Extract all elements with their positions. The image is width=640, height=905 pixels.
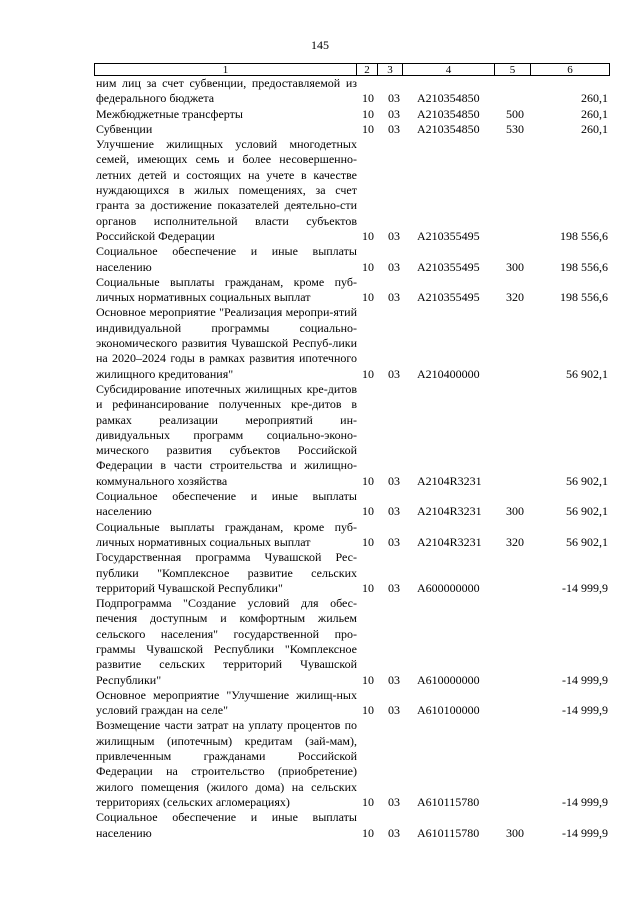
row-amount: -14 999,9 <box>562 672 608 687</box>
table-body <box>94 76 610 841</box>
table-row <box>94 382 610 489</box>
table-row <box>94 596 610 688</box>
table-row <box>94 244 610 275</box>
row-target-article: A610115780 <box>417 825 480 840</box>
row-subsection: 03 <box>388 580 400 595</box>
row-name: Субсидирование ипотечных жилищных кре-дитов и рефинансирование полученных кре-дитов в рамках реализации мероприятий ин-дивидуальных программ социально-эконо-мического развития субъектов Российской Федерации в части строительства и жилищно-коммунального хозяйства <box>96 381 357 488</box>
row-subsection: 03 <box>388 91 400 106</box>
row-expense-type: 320 <box>506 534 524 549</box>
row-subsection: 03 <box>388 703 400 718</box>
row-name: Государственная программа Чувашской Рес-публики "Комплексное развитие сельских территорий Чувашской Республики" <box>96 550 357 595</box>
row-section: 10 <box>362 825 374 840</box>
header-col-6: 6 <box>530 64 610 76</box>
row-name: Межбюджетные трансферты <box>96 106 243 121</box>
row-name: Социальные выплаты гражданам, кроме пуб-личных нормативных социальных выплат <box>96 519 357 549</box>
row-subsection: 03 <box>388 794 400 809</box>
row-target-article: A210354850 <box>417 121 480 136</box>
row-target-article: A210354850 <box>417 91 480 106</box>
row-target-article: A2104R3231 <box>417 504 482 519</box>
row-target-article: A2104R3231 <box>417 534 482 549</box>
table-row <box>94 122 610 137</box>
row-section: 10 <box>362 228 374 243</box>
row-subsection: 03 <box>388 504 400 519</box>
row-amount: 260,1 <box>581 91 608 106</box>
row-target-article: A600000000 <box>417 580 480 595</box>
row-expense-type: 300 <box>506 504 524 519</box>
row-section: 10 <box>362 473 374 488</box>
row-section: 10 <box>362 580 374 595</box>
row-expense-type: 530 <box>506 121 524 136</box>
row-name: Подпрограмма "Создание условий для обес-печения доступным и комфортным жильем сельского населения" государственной про-граммы Чувашской Республики "Комплексное развитие сельских территорий Чувашской Республики" <box>96 596 357 687</box>
row-name: Социальные выплаты гражданам, кроме пуб-личных нормативных социальных выплат <box>96 274 357 305</box>
row-amount: -14 999,9 <box>562 580 608 595</box>
row-expense-type: 500 <box>506 106 524 121</box>
row-subsection: 03 <box>388 473 400 488</box>
row-target-article: A210355495 <box>417 290 480 305</box>
row-expense-type: 320 <box>506 290 524 305</box>
row-name: Основное мероприятие "Улучшение жилищ-ных условий граждан на селе" <box>96 687 357 718</box>
row-target-article: A210354850 <box>417 106 480 121</box>
row-subsection: 03 <box>388 259 400 274</box>
table-header <box>94 63 610 76</box>
row-section: 10 <box>362 91 374 106</box>
header-col-4: 4 <box>402 64 494 76</box>
table-row <box>94 275 610 306</box>
row-section: 10 <box>362 794 374 809</box>
row-name: Субвенции <box>96 121 153 136</box>
row-subsection: 03 <box>388 672 400 687</box>
row-amount: 198 556,6 <box>560 259 608 274</box>
row-section: 10 <box>362 672 374 687</box>
row-target-article: A210400000 <box>417 366 480 381</box>
table-row <box>94 107 610 122</box>
table-row <box>94 810 610 841</box>
row-subsection: 03 <box>388 290 400 305</box>
row-target-article: A210355495 <box>417 259 480 274</box>
row-target-article: A610115780 <box>417 794 480 809</box>
row-amount: 198 556,6 <box>560 290 608 305</box>
row-section: 10 <box>362 504 374 519</box>
row-section: 10 <box>362 366 374 381</box>
header-col-2: 2 <box>356 64 377 76</box>
row-name: Улучшение жилищных условий многодетных семей, имеющих семь и более несовершенно-летних детей и состоящих на учете в качестве нуждающихся в жилых помещениях, за счет гранта за достижение показателей деятельно-сти органов исполнительной власти субъектов Российской Федерации <box>96 137 357 243</box>
row-target-article: A2104R3231 <box>417 473 482 488</box>
header-col-1: 1 <box>94 64 356 76</box>
row-amount: -14 999,9 <box>562 825 608 840</box>
row-target-article: A610000000 <box>417 672 480 687</box>
row-target-article: A610100000 <box>417 703 480 718</box>
row-subsection: 03 <box>388 106 400 121</box>
table-row <box>94 718 610 810</box>
row-amount: -14 999,9 <box>562 703 608 718</box>
row-name: Социальное обеспечение и иные выплаты населению <box>96 489 357 519</box>
row-amount: 56 902,1 <box>566 473 608 488</box>
table-row <box>94 520 610 551</box>
row-amount: 198 556,6 <box>560 228 608 243</box>
header-col-5: 5 <box>494 64 530 76</box>
row-expense-type: 300 <box>506 825 524 840</box>
row-section: 10 <box>362 290 374 305</box>
row-name: Социальное обеспечение и иные выплаты населению <box>96 244 357 274</box>
row-subsection: 03 <box>388 366 400 381</box>
row-amount: 56 902,1 <box>566 534 608 549</box>
table-row <box>94 489 610 520</box>
row-amount: -14 999,9 <box>562 794 608 809</box>
row-section: 10 <box>362 121 374 136</box>
table-row <box>94 550 610 596</box>
table-row <box>94 688 610 719</box>
table-row <box>94 305 610 381</box>
row-subsection: 03 <box>388 825 400 840</box>
row-name: Социальное обеспечение и иные выплаты населению <box>96 810 357 840</box>
row-subsection: 03 <box>388 228 400 243</box>
page-number: 145 <box>311 38 329 52</box>
row-name: Основное мероприятие "Реализация меропри-ятий индивидуальной программы социально-экономического развития Чувашской Респуб-лики на 2020–2024 годы в рамках развития ипотечного жилищного кредитования" <box>96 305 357 381</box>
row-section: 10 <box>362 534 374 549</box>
row-subsection: 03 <box>388 534 400 549</box>
table-row <box>94 137 610 244</box>
row-section: 10 <box>362 703 374 718</box>
row-subsection: 03 <box>388 121 400 136</box>
row-amount: 260,1 <box>581 121 608 136</box>
row-amount: 260,1 <box>581 106 608 121</box>
row-section: 10 <box>362 106 374 121</box>
row-section: 10 <box>362 259 374 274</box>
row-expense-type: 300 <box>506 259 524 274</box>
row-amount: 56 902,1 <box>566 366 608 381</box>
row-target-article: A210355495 <box>417 228 480 243</box>
header-col-3: 3 <box>377 64 402 76</box>
row-name: ним лиц за счет субвенции, предоставляемой из федерального бюджета <box>96 76 357 106</box>
row-name: Возмещение части затрат на уплату процентов по жилищным (ипотечным) кредитам (зай-мам), привлеченным гражданами Российской Федерации на строительство (приобретение) жилого помещения (жилого дома) на сельских территориях (сельских агломерациях) <box>96 718 357 809</box>
table-row <box>94 76 610 107</box>
row-amount: 56 902,1 <box>566 504 608 519</box>
